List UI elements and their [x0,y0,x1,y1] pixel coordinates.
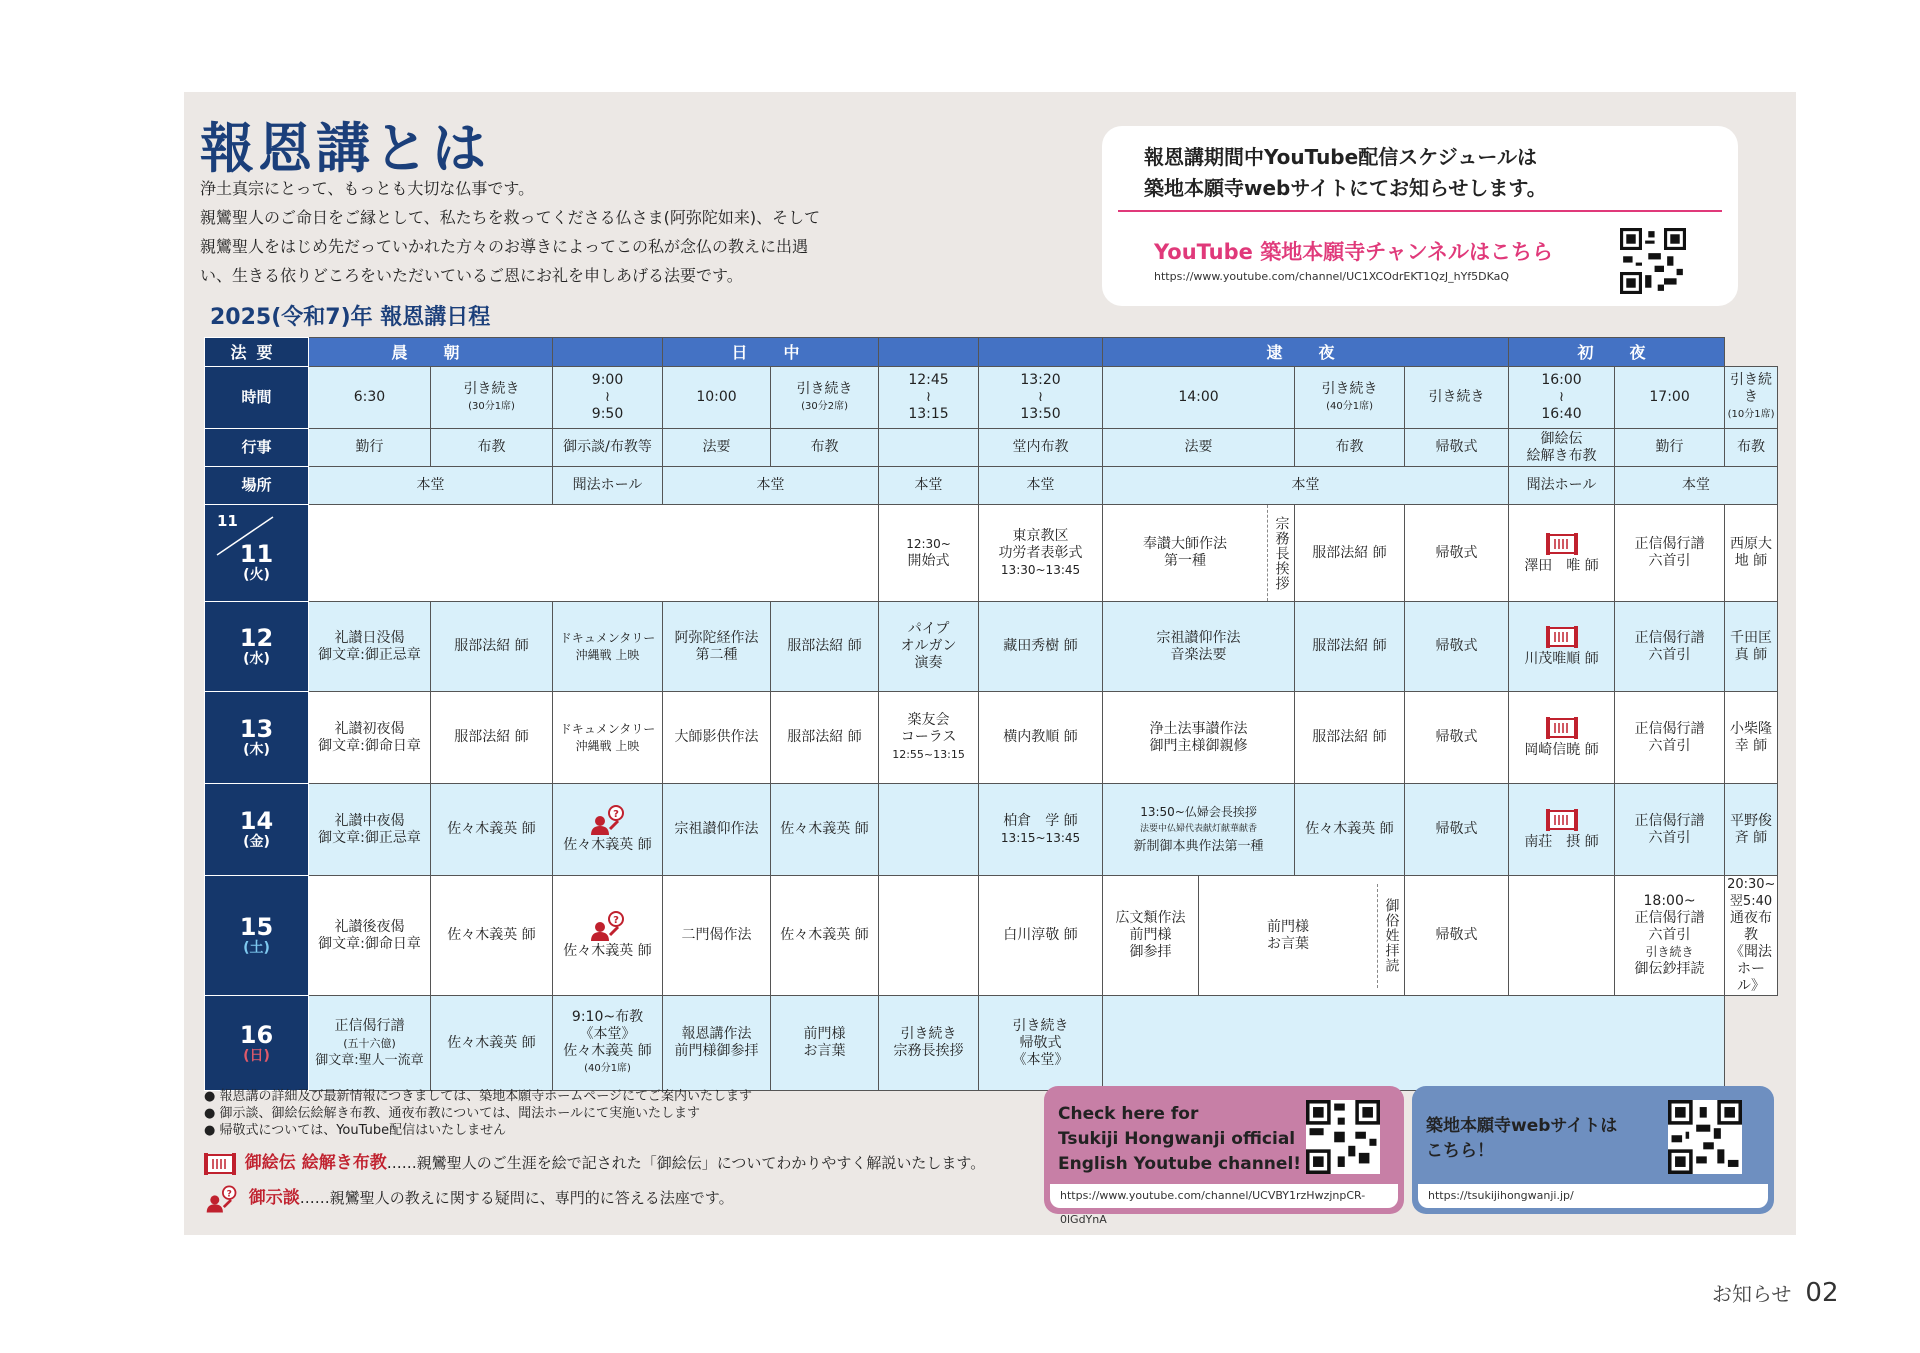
event-cell: 勤行 [1615,429,1725,467]
schedule-cell: ドキュメンタリー 沖縄戦 上映 [553,602,663,692]
time-cell: 引き続き (30分2席) [771,367,879,429]
youtube-info-box [1102,126,1738,306]
day-row-16 [205,996,1778,1091]
diagonal-slash [215,512,275,557]
time-cell: 引き続き [1405,367,1509,429]
schedule-cell: 浄土法事讃作法 御門主様御親修 [1103,692,1295,784]
schedule-cell: 佐々木義英 師 [771,876,879,996]
youtube-channel-link[interactable]: YouTube 築地本願寺チャンネルはこちら [1154,240,1553,264]
page-number: 02 [1805,1278,1839,1308]
schedule-cell: 正信偈行譜 六首引 [1615,602,1725,692]
empty-cell [879,784,979,876]
header-basho: 場所 [205,467,309,505]
time-cell: 引き続き (30分1席) [431,367,553,429]
schedule-cell: 佐々木義英 師 [431,784,553,876]
qr-code-icon[interactable] [1668,1100,1742,1174]
schedule-cell: 引き続き 帰敬式 《本堂》 [979,996,1103,1091]
english-youtube-card[interactable] [1044,1086,1404,1226]
schedule-cell: 正信偈行譜 六首引 [1615,505,1725,602]
event-cell: 布教 [431,429,553,467]
schedule-cell: 帰敬式 [1405,505,1509,602]
intro-line: い、生きる依りどころをいただいているご恩にお礼を申しあげる法要です。 [200,266,743,285]
event-cell: 布教 [1725,429,1778,467]
schedule-cell: 引き続き 宗務長挨拶 [879,996,979,1091]
youtube-url[interactable]: https://www.youtube.com/channel/UC1XCOdrEKT1QzJ_hYf5DKaQ [1154,270,1510,283]
schedule-cell: 佐々木義英 師 [431,996,553,1091]
schedule-cell: 佐々木義英 師 [431,876,553,996]
note-item: ● 帰敬式については、YouTube配信はいたしません [204,1123,507,1138]
event-cell: 法要 [663,429,771,467]
note-item: ● 報恩講の詳細及び最新情報につきましては、築地本願寺ホームページにてご案内いたします [204,1089,752,1104]
info-line1: 報恩講期間中YouTube配信スケジュールは [1144,145,1537,169]
day-cell: 12 (水) [205,602,309,692]
schedule-cell: 服部法紹 師 [771,692,879,784]
day-number: 11 [239,539,274,568]
place-cell: 本堂 [879,467,979,505]
scroll-icon [1546,808,1578,832]
header-jikan: 時間 [205,367,309,429]
jidan-icon [204,1185,240,1213]
time-cell: 引き続き (10分1席) [1725,367,1778,429]
time-cell: 10:00 [663,367,771,429]
schedule-cell: 佐々木義英 師 [1295,784,1405,876]
day-row-11 [205,505,1778,602]
schedule-cell: 正信偈行譜 (五十六億) 御文章:聖人一流章 [309,996,431,1091]
day-cell [205,505,309,602]
schedule-cell: 服部法紹 師 [1295,692,1405,784]
scroll-icon [1546,625,1578,649]
schedule-cell: 二門偈作法 [663,876,771,996]
vertical-text: 御俗姓拝読 [1383,898,1400,973]
schedule-cell: 服部法紹 師 [1295,505,1405,602]
empty-cell [1103,996,1725,1091]
schedule-cell: 服部法紹 師 [431,602,553,692]
schedule-cell: 東京教区 功労者表彰式 13:30~13:45 [979,505,1103,602]
schedule-cell: 帰敬式 [1405,784,1509,876]
jidan-icon [588,805,628,835]
schedule-cell: 川茂唯順 師 [1509,602,1615,692]
notes [204,1088,752,1139]
day-cell: 13 (木) [205,692,309,784]
schedule-cell: 宗祖讃仰作法 [663,784,771,876]
website-card[interactable] [1412,1086,1774,1214]
empty-cell [1509,876,1615,996]
intro-line: 親鸞聖人のご命日をご縁として、私たちを救ってくださる仏さま(阿弥陀如来)、そして [200,208,821,227]
place-cell: 本堂 [663,467,879,505]
schedule-cell: ? 佐々木義英 師 [553,784,663,876]
svg-text:?: ? [612,915,619,926]
schedule-cell: パイプ オルガン 演奏 [879,602,979,692]
qr-code-icon[interactable] [1306,1100,1380,1174]
footer [1712,1278,1839,1308]
card-text: Check here for Tsukiji Hongwanji official English Youtube channel! [1058,1104,1302,1174]
schedule-cell: 佐々木義英 師 [771,784,879,876]
schedule-title: 2025(令和7)年 報恩講日程 [210,305,491,330]
divider [1118,210,1722,212]
schedule-cell: 西原大地 師 [1725,505,1778,602]
schedule-cell: 正信偈行譜 六首引 [1615,692,1725,784]
day-cell: 15 (土) [205,876,309,996]
schedule-cell: 千田匡真 師 [1725,602,1778,692]
page-title: 報恩講とは [200,117,490,180]
time-cell: 14:00 [1103,367,1295,429]
header-gyouji: 行事 [205,429,309,467]
schedule-cell: 藏田秀樹 師 [979,602,1103,692]
legend-label: 御示談 [248,1188,300,1208]
schedule-cell: 横内教順 師 [979,692,1103,784]
schedule-cell: 小柴隆幸 師 [1725,692,1778,784]
schedule-cell: 白川淳敬 師 [979,876,1103,996]
empty-cell [879,876,979,996]
event-cell: 布教 [1295,429,1405,467]
event-row [205,429,1778,467]
event-cell: 御示談/布教等 [553,429,663,467]
day-cell: 16 (日) [205,996,309,1091]
event-cell: 御絵伝 絵解き布教 [1509,429,1615,467]
schedule-cell: 礼讃日没偈 御文章:御正忌章 [309,602,431,692]
time-cell: 13:20 ≀ 13:50 [979,367,1103,429]
schedule-cell: 宗祖讃仰作法 音楽法要 [1103,602,1295,692]
schedule-cell: 帰敬式 [1405,692,1509,784]
schedule-cell: 柏倉 学 師 13:15~13:45 [979,784,1103,876]
scroll-icon [1546,716,1578,740]
schedule-cell: 大師影供作法 [663,692,771,784]
schedule-cell: 12:30~ 開始式 [879,505,979,602]
intro-line: 浄土真宗にとって、もっとも大切な仏事です。 [200,179,535,198]
time-cell: 引き続き (40分1席) [1295,367,1405,429]
schedule-cell: 広文類作法 前門様 御参拝 [1103,876,1199,996]
schedule-cell: 20:30~翌5:40 通夜布教 《聞法ホール》 [1725,876,1778,996]
schedule-cell: 帰敬式 [1405,602,1509,692]
event-cell: 帰敬式 [1405,429,1509,467]
header-taiya: 逮 夜 [1103,338,1509,367]
footer-label: お知らせ [1712,1282,1792,1306]
schedule-cell: 前門様 お言葉 [771,996,879,1091]
intro-line: 親鸞聖人をはじめ先だっていかれた方々のお導きによってこの私が念仏の教えに出遇 [200,237,809,256]
schedule-cell: 礼讃中夜偈 御文章:御正忌章 [309,784,431,876]
legend-jidan [204,1183,734,1213]
card-text: 築地本願寺webサイトは こちら！ [1426,1116,1618,1161]
day-row-12 [205,602,1778,692]
qr-code-icon[interactable] [1620,228,1686,294]
legend-label: 御絵伝 絵解き布教 [244,1153,387,1173]
time-cell: 6:30 [309,367,431,429]
schedule-cell: 前門様 お言葉 御俗姓拝読 [1199,876,1405,996]
legend-desc: ……親鸞聖人の教えに関する疑問に、専門的に答える法座です。 [299,1189,734,1207]
day-cell: 14 (金) [205,784,309,876]
place-cell: 聞法ホール [553,467,663,505]
intro-text [200,174,940,290]
place-cell: 本堂 [309,467,553,505]
place-cell: 本堂 [1103,467,1509,505]
info-text [1144,142,1547,204]
empty-cell [309,505,879,602]
event-cell: 勤行 [309,429,431,467]
card-url[interactable]: https://tsukijihongwanji.jp/ [1418,1184,1768,1208]
place-cell: 本堂 [1615,467,1778,505]
scroll-icon [204,1152,236,1176]
schedule-cell: 澤田 唯 師 [1509,505,1615,602]
schedule-cell: 阿弥陀経作法 第二種 [663,602,771,692]
day-row-15 [205,876,1778,996]
schedule-cell: 正信偈行譜 六首引 [1615,784,1725,876]
scroll-icon [1546,532,1578,556]
schedule-cell: 楽友会 コーラス 12:55~13:15 [879,692,979,784]
schedule-cell: 9:10~布教 《本堂》 佐々木義英 師 (40分1席) [553,996,663,1091]
info-line2: 築地本願寺webサイトにてお知らせします。 [1144,176,1547,200]
header-shoya: 初 夜 [1509,338,1725,367]
time-cell: 12:45 ≀ 13:15 [879,367,979,429]
day-row-13 [205,692,1778,784]
header-houyou: 法要 [205,338,309,367]
schedule-cell: 13:50~仏婦会長挨拶 法要中仏婦代表献灯献華献香 新制御本典作法第一種 [1103,784,1295,876]
card-url[interactable]: https://www.youtube.com/channel/UCVBY1rzHwzjnpCR-0lGdYnA [1050,1184,1398,1208]
month-label: 11 [217,512,238,530]
schedule-cell: 18:00~ 正信偈行譜 六首引 引き続き 御伝鈔拝読 [1615,876,1725,996]
time-row [205,367,1778,429]
time-cell: 16:00 ≀ 16:40 [1509,367,1615,429]
jidan-icon [588,911,628,941]
schedule-cell: 平野俊斉 師 [1725,784,1778,876]
header-row [205,338,1778,367]
schedule-cell: ? 佐々木義英 師 [553,876,663,996]
vertical-text: 宗務長挨拶 [1273,515,1290,591]
header-nicchu: 日 中 [663,338,879,367]
schedule-cell: 奉讃大師作法 第一種 宗務長挨拶 [1103,505,1295,602]
schedule-cell: 服部法紹 師 [431,692,553,784]
place-cell: 聞法ホール [1509,467,1615,505]
schedule-cell: 服部法紹 師 [1295,602,1405,692]
legend-desc: ……親鸞聖人のご生涯を絵で記された「御絵伝」についてわかりやすく解説いたします。 [386,1154,986,1172]
svg-text:?: ? [226,1188,232,1199]
event-cell [879,429,979,467]
schedule-cell: 報恩講作法 前門様御参拝 [663,996,771,1091]
legend-etoki [204,1148,985,1176]
note-item: ● 御示談、御絵伝絵解き布教、通夜布教については、聞法ホールにて実施いたします [204,1106,700,1121]
svg-text:?: ? [612,809,619,820]
schedule-cell: 服部法紹 師 [771,602,879,692]
event-cell: 布教 [771,429,879,467]
place-cell: 本堂 [979,467,1103,505]
time-cell: 17:00 [1615,367,1725,429]
schedule-cell: 帰敬式 [1405,876,1509,996]
time-cell: 9:00 ≀ 9:50 [553,367,663,429]
day-of-week: (火) [243,566,270,583]
schedule-table [204,337,1778,1091]
schedule-cell: 礼讃後夜偈 御文章:御命日章 [309,876,431,996]
place-row [205,467,1778,505]
event-cell: 堂内布教 [979,429,1103,467]
schedule-cell: 礼讃初夜偈 御文章:御命日章 [309,692,431,784]
day-row-14 [205,784,1778,876]
event-cell: 法要 [1103,429,1295,467]
schedule-cell: 岡崎信暁 師 [1509,692,1615,784]
schedule-cell: 南荘 摂 師 [1509,784,1615,876]
schedule-cell: ドキュメンタリー 沖縄戦 上映 [553,692,663,784]
header-jinchou: 晨 朝 [309,338,553,367]
